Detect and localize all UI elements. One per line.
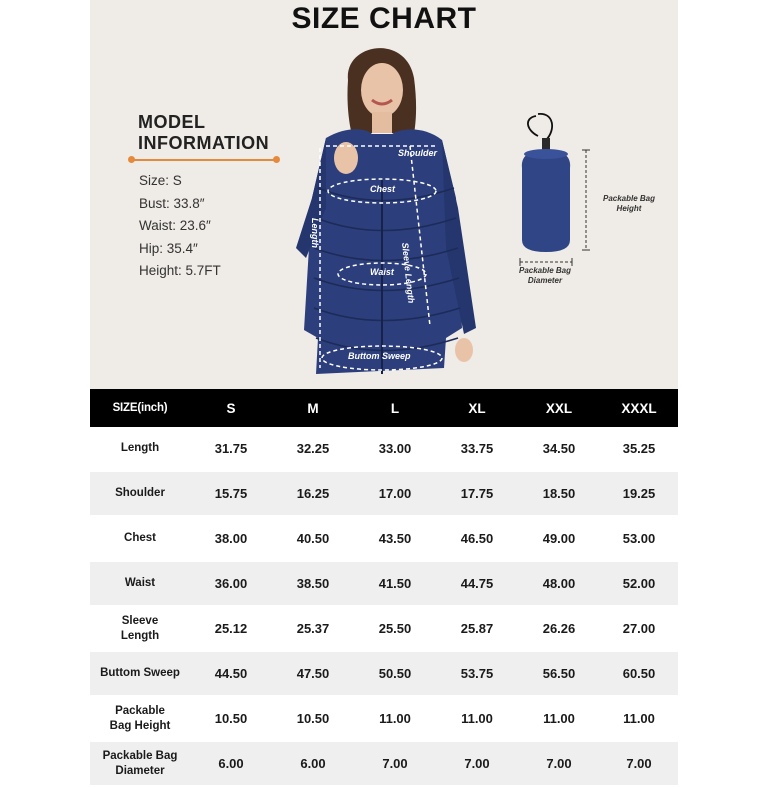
row-label-line: Bag Height <box>109 719 171 732</box>
table-cell: 50.50 <box>354 651 436 696</box>
table-row <box>90 471 678 516</box>
table-cell: 6.00 <box>272 741 354 786</box>
model-spec-bust: Bust: 33.8″ <box>139 195 205 211</box>
table-cell: 27.00 <box>600 606 678 651</box>
model-illustration <box>286 38 486 390</box>
table-cell: 25.50 <box>354 606 436 651</box>
model-info-heading <box>138 112 298 154</box>
size-header-m: M <box>272 389 354 427</box>
row-label <box>90 651 190 696</box>
table-row <box>90 696 678 741</box>
table-row <box>90 741 678 786</box>
table-cell: 40.50 <box>272 516 354 561</box>
table-cell: 26.26 <box>518 606 600 651</box>
model-divider <box>130 159 278 161</box>
table-cell: 31.75 <box>190 427 272 471</box>
table-cell: 56.50 <box>518 651 600 696</box>
table-cell: 11.00 <box>518 696 600 741</box>
table-cell: 7.00 <box>600 741 678 786</box>
model-spec-height: Height: 5.7FT <box>139 263 221 278</box>
shoulder-label: Shoulder <box>398 148 438 158</box>
table-row <box>90 561 678 606</box>
size-header-xxxl: XXXL <box>600 389 678 427</box>
model-spec-waist: Waist: 23.6″ <box>139 218 211 233</box>
table-cell: 38.50 <box>272 561 354 606</box>
table-cell: 44.50 <box>190 651 272 696</box>
row-label <box>90 427 190 471</box>
table-cell: 10.50 <box>272 696 354 741</box>
table-cell: 25.87 <box>436 606 518 651</box>
packable-bag <box>510 110 670 290</box>
row-label-line: Chest <box>124 532 156 544</box>
table-row <box>90 651 678 696</box>
size-header-l: L <box>354 389 436 427</box>
row-label <box>90 561 190 606</box>
table-cell: 34.50 <box>518 427 600 471</box>
bag-height-label: Packable Bag Height <box>602 194 656 213</box>
size-header-xl: XL <box>436 389 518 427</box>
table-cell: 41.50 <box>354 561 436 606</box>
table-cell: 60.50 <box>600 651 678 696</box>
table-cell: 25.37 <box>272 606 354 651</box>
size-header-row <box>90 389 678 427</box>
table-cell: 25.12 <box>190 606 272 651</box>
table-cell: 44.75 <box>436 561 518 606</box>
size-chart-panel <box>90 0 678 777</box>
table-cell: 47.50 <box>272 651 354 696</box>
model-heading-line1: MODEL <box>138 112 206 132</box>
table-cell: 48.00 <box>518 561 600 606</box>
row-label <box>90 696 190 741</box>
row-label-line: Length <box>120 442 160 454</box>
model-specs <box>139 170 221 283</box>
table-cell: 46.50 <box>436 516 518 561</box>
table-row <box>90 606 678 651</box>
model-heading-line2: INFORMATION <box>138 133 270 153</box>
table-cell: 43.50 <box>354 516 436 561</box>
table-cell: 7.00 <box>436 741 518 786</box>
table-cell: 36.00 <box>190 561 272 606</box>
table-cell: 33.75 <box>436 427 518 471</box>
model-figure <box>286 38 486 390</box>
sleeve-length-label: Sleeve Length <box>400 242 417 304</box>
table-cell: 11.00 <box>354 696 436 741</box>
table-cell: 18.50 <box>518 471 600 516</box>
product-hero <box>90 0 678 390</box>
row-label <box>90 741 190 786</box>
length-label: Length <box>310 218 320 248</box>
table-cell: 53.75 <box>436 651 518 696</box>
row-label-line: Sleeve <box>121 614 159 627</box>
table-cell: 11.00 <box>600 696 678 741</box>
table-cell: 49.00 <box>518 516 600 561</box>
table-cell: 11.00 <box>436 696 518 741</box>
corner-header: SIZE(inch) <box>90 389 190 427</box>
table-cell: 15.75 <box>190 471 272 516</box>
waist-label: Waist <box>370 267 394 277</box>
row-label-line: Length <box>120 629 160 642</box>
chest-label: Chest <box>370 184 396 194</box>
table-cell: 10.50 <box>190 696 272 741</box>
size-header-xxl: XXL <box>518 389 600 427</box>
table-cell: 17.00 <box>354 471 436 516</box>
bag-diameter-label: Packable Bag Diameter <box>518 266 572 285</box>
row-label-line: Packable <box>115 704 165 717</box>
row-label-line: Packable Bag <box>102 749 178 762</box>
buttom-sweep-label: Buttom Sweep <box>348 351 411 361</box>
row-label <box>90 516 190 561</box>
row-label-line: Shoulder <box>115 487 165 499</box>
size-table <box>90 389 678 787</box>
table-cell: 19.25 <box>600 471 678 516</box>
table-cell: 35.25 <box>600 427 678 471</box>
row-label-line: Waist <box>124 577 156 589</box>
table-cell: 17.75 <box>436 471 518 516</box>
table-cell: 32.25 <box>272 427 354 471</box>
table-cell: 33.00 <box>354 427 436 471</box>
table-cell: 7.00 <box>518 741 600 786</box>
model-spec-size: Size: S <box>139 173 182 188</box>
table-cell: 52.00 <box>600 561 678 606</box>
table-row <box>90 427 678 471</box>
table-cell: 6.00 <box>190 741 272 786</box>
row-label <box>90 606 190 651</box>
table-row <box>90 516 678 561</box>
size-header-s: S <box>190 389 272 427</box>
model-spec-hip: Hip: 35.4″ <box>139 240 198 256</box>
table-cell: 53.00 <box>600 516 678 561</box>
table-cell: 7.00 <box>354 741 436 786</box>
table-cell: 16.25 <box>272 471 354 516</box>
row-label-line: Diameter <box>115 764 165 777</box>
row-label <box>90 471 190 516</box>
page-title: SIZE CHART <box>291 2 477 35</box>
row-label-line: Buttom Sweep <box>100 667 180 679</box>
table-cell: 38.00 <box>190 516 272 561</box>
